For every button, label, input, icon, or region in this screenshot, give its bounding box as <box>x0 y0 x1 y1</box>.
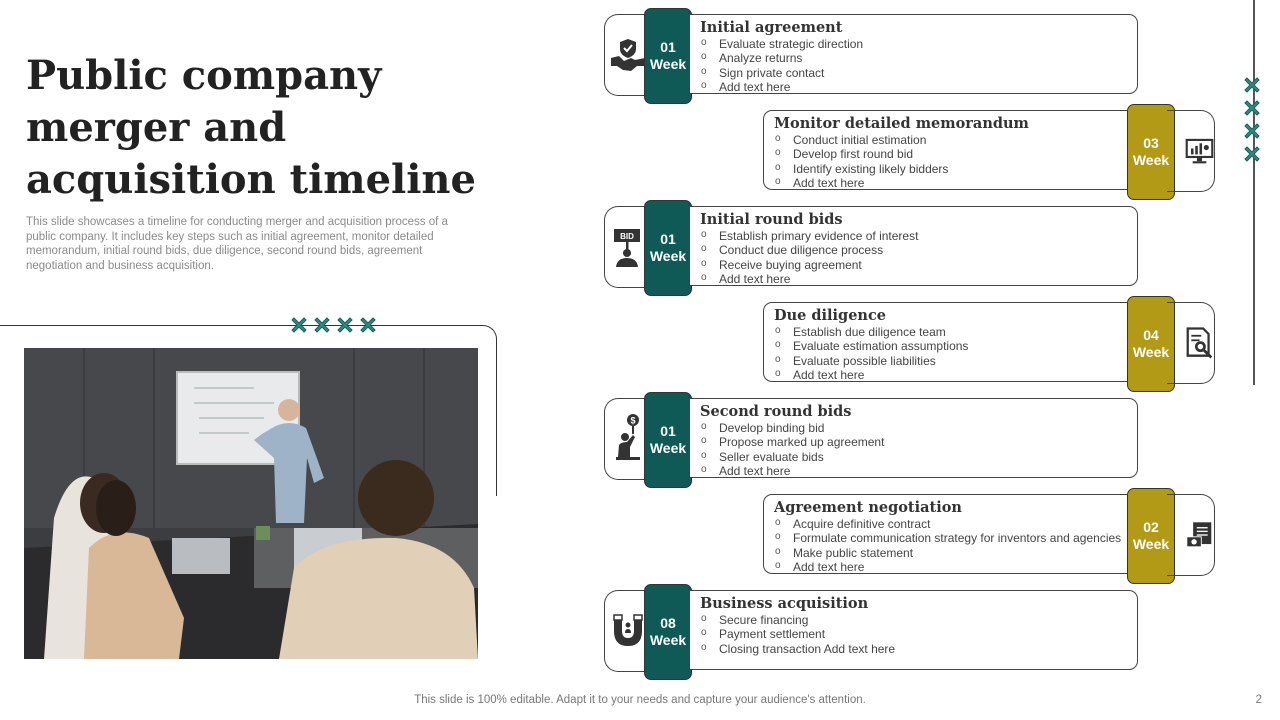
bullet-item: o Add text here <box>774 368 968 382</box>
svg-text:$: $ <box>629 415 636 426</box>
duration-badge <box>644 584 692 680</box>
bullet-item: o Propose marked up agreement <box>700 435 884 449</box>
bullet-item: o Sign private contact <box>700 66 863 80</box>
step-title: Business acquisition <box>700 595 869 612</box>
duration-unit: Week <box>649 56 687 72</box>
duration-number: 04 <box>1143 327 1159 343</box>
timeline-step-second-round-bids <box>604 392 1216 492</box>
bullet-item: o Make public statement <box>774 546 1121 560</box>
bidder-dollar-icon <box>613 413 643 465</box>
page-number: 2 <box>1255 694 1262 706</box>
cross-icon <box>1243 76 1261 94</box>
step-card <box>763 302 1127 382</box>
step-bullets <box>774 517 1121 574</box>
step-title: Monitor detailed memorandum <box>774 115 1029 132</box>
document-search-icon <box>1185 325 1214 361</box>
duration-unit: Week <box>649 632 687 648</box>
step-title: Due diligence <box>774 307 887 324</box>
duration-number: 02 <box>1143 519 1159 535</box>
step-bullets <box>774 325 968 382</box>
step-card <box>690 590 1138 670</box>
bullet-item: o Develop first round bid <box>774 147 948 161</box>
timeline-step-initial-agreement <box>604 8 1216 108</box>
duration-unit: Week <box>1132 536 1170 552</box>
bullet-item: o Add text here <box>774 176 948 190</box>
handshake-shield-icon <box>609 36 647 74</box>
step-bullets <box>700 421 884 478</box>
timeline-step-due-diligence <box>763 296 1280 396</box>
step-bullets <box>774 133 948 190</box>
duration-unit: Week <box>1132 152 1170 168</box>
step-card <box>763 110 1127 190</box>
monitor-chart-icon <box>1185 134 1214 168</box>
timeline-step-agreement-negotiation <box>763 488 1280 588</box>
step-icon-box <box>1167 494 1215 576</box>
step-title: Agreement negotiation <box>774 499 962 516</box>
timeline-step-business-acquisition <box>604 584 1216 684</box>
slide-description: This slide showcases a timeline for conducting merger and acquisition process of a public company. It includes key steps such as initial agreement, monitor detailed memorandum, initial round bids, due diligence, second round bids, agreement negotiation and business acquisition. <box>26 216 448 272</box>
bullet-item: o Analyze returns <box>700 51 863 65</box>
bullet-item: o Receive buying agreement <box>700 258 918 272</box>
contract-money-icon <box>1185 519 1214 551</box>
cross-icon <box>313 316 331 334</box>
step-bullets <box>700 613 895 656</box>
step-card <box>690 398 1138 478</box>
bullet-item: o Add text here <box>774 560 1121 574</box>
duration-unit: Week <box>649 248 687 264</box>
bullet-item: o Evaluate possible liabilities <box>774 354 968 368</box>
bullet-item: o Evaluate strategic direction <box>700 37 863 51</box>
cross-icon <box>336 316 354 334</box>
slide-title: Public company merger and acquisition timeline <box>26 52 476 203</box>
duration-number: 03 <box>1143 135 1159 151</box>
meeting-photo <box>24 348 478 659</box>
bullet-item: o Add text here <box>700 272 918 286</box>
step-title: Initial agreement <box>700 19 843 36</box>
duration-badge <box>644 8 692 104</box>
duration-badge <box>644 392 692 488</box>
bullet-item: o Establish primary evidence of interest <box>700 229 918 243</box>
footer-note: This slide is 100% editable. Adapt it to your needs and capture your audience's attention. <box>414 694 866 706</box>
step-card <box>763 494 1127 574</box>
step-card <box>690 14 1138 94</box>
duration-unit: Week <box>1132 344 1170 360</box>
bullet-item: o Identify existing likely bidders <box>774 162 948 176</box>
duration-unit: Week <box>649 440 687 456</box>
magnet-people-icon <box>611 613 645 649</box>
step-title: Second round bids <box>700 403 852 420</box>
bid-sign-icon <box>611 227 645 267</box>
duration-number: 01 <box>660 231 676 247</box>
bullet-item: o Formulate communication strategy for inventors and agencies <box>774 531 1121 545</box>
step-bullets <box>700 229 918 286</box>
cross-icon <box>359 316 377 334</box>
step-icon-box <box>1167 302 1215 384</box>
bullet-item: o Payment settlement <box>700 627 895 641</box>
bullet-item: o Conduct initial estimation <box>774 133 948 147</box>
bullet-item: o Evaluate estimation assumptions <box>774 339 968 353</box>
cross-icon <box>290 316 308 334</box>
bullet-item: o Closing transaction Add text here <box>700 642 895 656</box>
bullet-item: o Add text here <box>700 80 863 94</box>
timeline-step-monitor-memorandum <box>763 104 1280 204</box>
bullet-item: o Conduct due diligence process <box>700 243 918 257</box>
svg-text:BID: BID <box>619 232 634 241</box>
duration-badge <box>644 200 692 296</box>
step-card <box>690 206 1138 286</box>
duration-number: 01 <box>660 39 676 55</box>
step-title: Initial round bids <box>700 211 843 228</box>
bullet-item: o Acquire definitive contract <box>774 517 1121 531</box>
bullet-item: o Secure financing <box>700 613 895 627</box>
bullet-item: o Add text here <box>700 464 884 478</box>
duration-number: 01 <box>660 423 676 439</box>
decorative-crosses <box>290 316 382 334</box>
step-bullets <box>700 37 863 94</box>
step-icon-box <box>1167 110 1215 192</box>
bullet-item: o Establish due diligence team <box>774 325 968 339</box>
bullet-item: o Seller evaluate bids <box>700 450 884 464</box>
bullet-item: o Develop binding bid <box>700 421 884 435</box>
duration-number: 08 <box>660 615 676 631</box>
timeline-step-initial-round-bids <box>604 200 1216 300</box>
